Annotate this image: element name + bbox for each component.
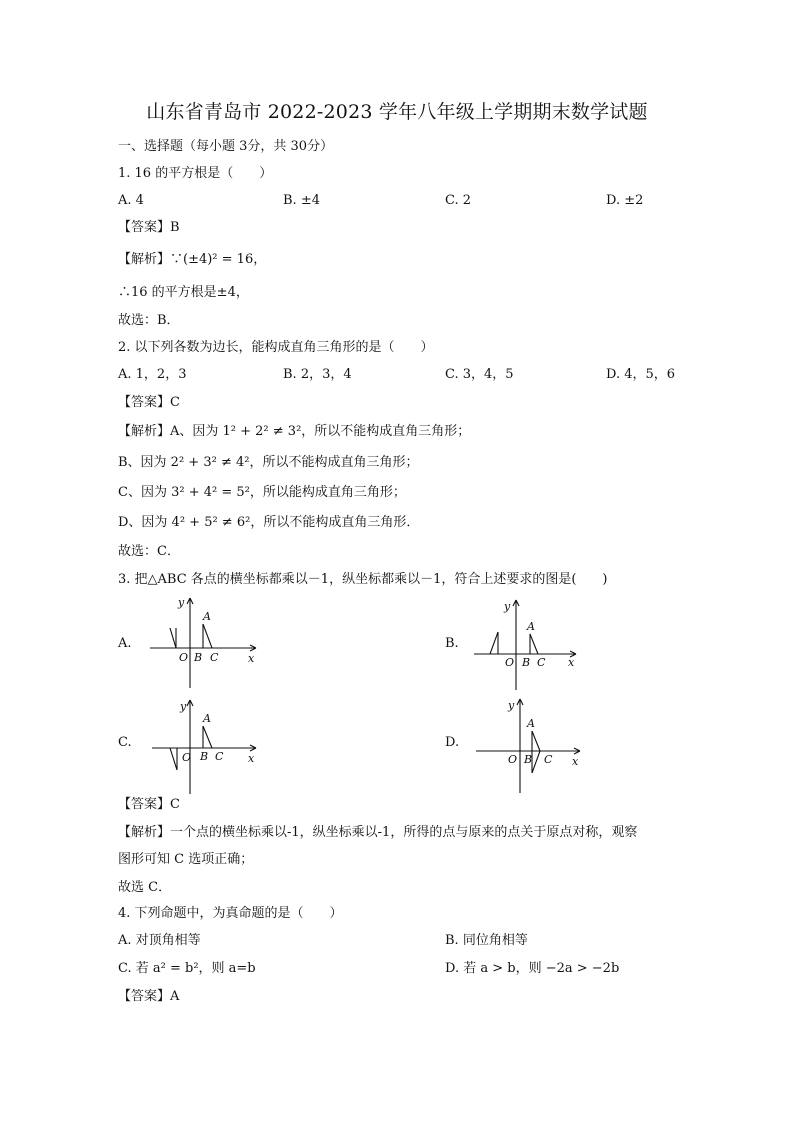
origin-label: O [182, 751, 192, 764]
q1-conclusion: 故选：B． [118, 313, 180, 328]
point-b-label: B [522, 656, 531, 669]
y-label: y [508, 699, 515, 712]
point-c-label: C [537, 656, 546, 669]
q3-conclusion: 故选 C． [118, 880, 172, 895]
triangle-ac [203, 624, 212, 648]
question-4-stem: 4. 下列命题中，为真命题的是（ ） [118, 906, 343, 921]
figure-d-graph [474, 697, 589, 797]
q1-option-c: C. 2 [445, 193, 472, 208]
point-a-label: A [203, 610, 211, 623]
point-c-label: C [215, 750, 224, 763]
q1-option-b: B. ±4 [283, 193, 320, 208]
q2-analysis-a: 【解析】A、因为 1² + 2² ≠ 3²，所以不能构成直角三角形； [118, 424, 471, 439]
q1-option-d: D. ±2 [606, 193, 644, 208]
question-1-stem: 1. 16 的平方根是（ ） [118, 166, 273, 181]
left-triangle-side [170, 628, 176, 648]
q4-option-a: A. 对顶角相等 [118, 933, 201, 948]
q3-analysis: 【解析】一个点的横坐标乘以-1，纵坐标乘以-1，所得的点与原来的点关于原点对称，观察 [118, 825, 638, 840]
q2-analysis-b: B、因为 2² + 3² ≠ 4²，所以不能构成直角三角形； [118, 455, 419, 470]
q1-analysis: 【解析】∵(±4)² = 16， [118, 252, 267, 267]
figure-b-label: B. [445, 636, 459, 651]
x-label: x [248, 752, 255, 765]
point-b-label: B [194, 651, 203, 664]
document-title: 山东省青岛市 2022-2023 学年八年级上学期期末数学试题 [146, 101, 648, 123]
y-label: y [178, 596, 185, 609]
triangle-ac [530, 634, 538, 654]
point-c-label: C [544, 753, 553, 766]
point-b-label: B [524, 753, 533, 766]
point-a-label: A [527, 620, 535, 633]
figure-a-graph [148, 596, 263, 691]
q2-conclusion: 故选：C． [118, 544, 180, 559]
q2-analysis-d: D、因为 4² + 5² ≠ 6²，所以不能构成直角三角形． [118, 515, 420, 530]
x-label: x [248, 652, 255, 665]
reflected-triangle-side [532, 751, 540, 773]
origin-label: O [505, 656, 515, 669]
figure-c-label: C. [118, 735, 132, 750]
origin-label: O [508, 753, 518, 766]
q4-option-d: D. 若 a > b，则 −2a > −2b [445, 961, 620, 976]
q2-option-a: A. 1，2，3 [118, 367, 187, 382]
triangle-ac [532, 731, 540, 751]
triangle-ac [203, 726, 212, 748]
q4-answer: 【答案】A [118, 989, 180, 1004]
q1-analysis-line2: ∴16 的平方根是±4， [118, 285, 249, 300]
figure-d-label: D. [445, 735, 460, 750]
point-b-label: B [200, 750, 209, 763]
q3-analysis-line2: 图形可知 C 选项正确； [118, 852, 254, 867]
figure-a-label: A. [118, 636, 132, 651]
x-label: x [572, 755, 579, 768]
question-2-stem: 2. 以下列各数为边长，能构成直角三角形的是（ ） [118, 340, 434, 355]
point-c-label: C [210, 651, 219, 664]
point-a-label: A [203, 712, 211, 725]
q2-option-c: C. 3，4，5 [445, 367, 514, 382]
figure-c-graph [150, 698, 265, 798]
q2-answer: 【答案】C [118, 395, 180, 410]
q2-analysis-c: C、因为 3² + 4² = 5²，所以能构成直角三角形； [118, 485, 406, 500]
y-label: y [180, 700, 187, 713]
q4-option-c: C. 若 a² = b²，则 a=b [118, 961, 256, 976]
q1-answer: 【答案】B [118, 220, 180, 235]
y-label: y [504, 600, 511, 613]
origin-label: O [179, 651, 189, 664]
question-3-stem: 3. 把△ABC 各点的横坐标都乘以－1，纵坐标都乘以－1，符合上述要求的图是( ) [118, 572, 608, 587]
q2-option-d: D. 4，5，6 [606, 367, 676, 382]
section-heading: 一、选择题（每小题 3分，共 30分） [118, 139, 334, 154]
x-label: x [568, 656, 575, 669]
figure-b-graph [472, 598, 587, 693]
q3-answer: 【答案】C [118, 797, 180, 812]
q1-option-a: A. 4 [118, 193, 144, 208]
reflected-triangle-side [170, 748, 177, 770]
point-a-label: A [527, 717, 535, 730]
left-triangle-side [490, 632, 498, 654]
q4-option-b: B. 同位角相等 [445, 933, 528, 948]
q2-option-b: B. 2，3，4 [283, 367, 352, 382]
